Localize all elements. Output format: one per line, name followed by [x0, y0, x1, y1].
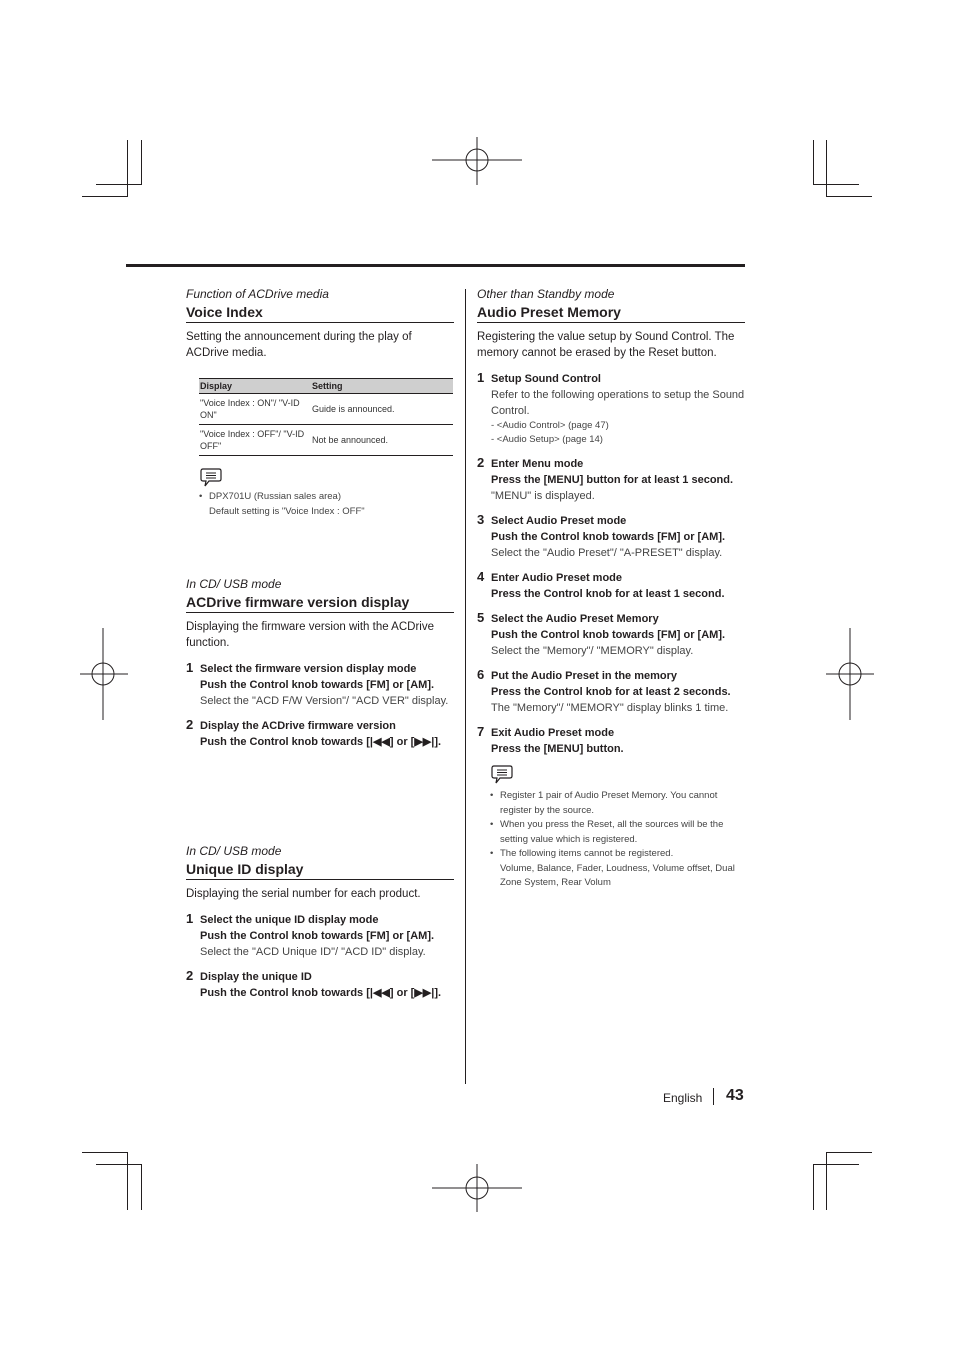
table-cell-display: "Voice Index : ON"/ "V-ID ON" [199, 394, 311, 425]
step-title: Select the firmware version display mode [200, 663, 417, 675]
table-row [199, 425, 453, 456]
step-title: Display the ACDrive firmware version [200, 720, 396, 732]
audio-preset-step-6 [477, 668, 745, 716]
footer-separator [713, 1088, 714, 1105]
unique-id-context: In CD/ USB mode [186, 844, 282, 858]
step-number: 2 [186, 968, 194, 983]
step-action: Press the [MENU] button. [491, 743, 624, 755]
step-number: 3 [477, 512, 485, 527]
audio-preset-step-5 [477, 611, 745, 659]
audio-preset-step-1 [477, 371, 745, 447]
step-result: Select the "ACD Unique ID"/ "ACD ID" display. [200, 946, 426, 958]
note-icon [490, 763, 514, 785]
step-action: Push the Control knob towards [FM] or [AM]. [491, 531, 726, 543]
table-cell-setting: Not be announced. [311, 425, 453, 456]
voice-index-intro: Setting the announcement during the play of ACDrive media. [186, 331, 412, 359]
step-title: Exit Audio Preset mode [491, 727, 615, 739]
step-action: Push the Control knob towards [|◀◀] or [▶▶|]. [200, 987, 442, 999]
audio-preset-step-7 [477, 725, 745, 757]
note-line: DPX701U (Russian sales area) [209, 491, 342, 502]
step-number: 6 [477, 667, 485, 682]
table-header-display: Display [199, 379, 311, 394]
voice-index-notes [199, 490, 454, 519]
step-action: Press the Control knob for at least 1 second. [491, 588, 725, 600]
step-number: 5 [477, 610, 485, 625]
table-cell-display: "Voice Index : OFF"/ "V-ID OFF" [199, 425, 311, 456]
firmware-context: In CD/ USB mode [186, 577, 282, 591]
step-title: Select the unique ID display mode [200, 914, 379, 926]
firmware-intro: Displaying the firmware version with the ACDrive function. [186, 621, 434, 649]
step-result: The "Memory"/ "MEMORY" display blinks 1 time. [491, 702, 729, 714]
step-result: Select the "Memory"/ "MEMORY" display. [491, 645, 694, 657]
list-item [490, 847, 745, 891]
unique-id-section [186, 844, 454, 1001]
firmware-step-2 [186, 718, 454, 750]
step-title: Display the unique ID [200, 971, 312, 983]
step-number: 7 [477, 724, 485, 739]
note-icon [199, 466, 223, 488]
audio-preset-notes [490, 763, 745, 891]
step-title: Enter Audio Preset mode [491, 572, 623, 584]
note-line: Volume, Balance, Fader, Loudness, Volume offset, Dual Zone System, Rear Volum [500, 862, 735, 888]
step-title: Select the Audio Preset Memory [491, 613, 659, 625]
step-action: Press the [MENU] button for at least 1 second. [491, 474, 734, 486]
audio-preset-context: Other than Standby mode [477, 287, 615, 301]
step-number: 1 [186, 660, 194, 675]
step-title: Select Audio Preset mode [491, 515, 627, 527]
voice-index-table [199, 378, 453, 456]
table-header-setting: Setting [311, 379, 453, 394]
step-result: Refer to the following operations to setup the Sound Control. [491, 389, 745, 417]
step-action: Push the Control knob towards [|◀◀] or [▶▶|]. [200, 736, 442, 748]
voice-index-section [186, 287, 454, 519]
firmware-title: ACDrive firmware version display [186, 593, 454, 613]
step-title: Put the Audio Preset in the memory [491, 670, 678, 682]
list-item [199, 490, 454, 519]
header-rule [126, 264, 745, 267]
list-item: • When you press the Reset, all the sources will be the setting value which is registered. [490, 818, 745, 847]
step-reference: - <Audio Control> (page 47) [491, 420, 609, 431]
audio-preset-step-3 [477, 513, 745, 561]
step-number: 1 [186, 911, 194, 926]
step-number: 1 [477, 370, 485, 385]
audio-preset-section [477, 287, 745, 891]
step-action: Push the Control knob towards [FM] or [AM]. [491, 629, 726, 641]
voice-index-context: Function of ACDrive media [186, 287, 329, 301]
firmware-step-1 [186, 661, 454, 709]
table-row [199, 394, 453, 425]
unique-id-title: Unique ID display [186, 860, 454, 880]
step-number: 2 [186, 717, 194, 732]
footer-language: English [663, 1091, 703, 1105]
step-number: 4 [477, 569, 485, 584]
step-result: Select the "ACD F/W Version"/ "ACD VER" display. [200, 695, 449, 707]
list-item: • Register 1 pair of Audio Preset Memory. You cannot register by the source. [490, 789, 745, 818]
voice-index-table-wrap [199, 378, 454, 519]
step-result: "MENU" is displayed. [491, 490, 595, 502]
registration-mark-top [430, 137, 524, 185]
step-title: Setup Sound Control [491, 373, 601, 385]
firmware-section [186, 577, 454, 750]
page-number: 43 [726, 1087, 744, 1104]
audio-preset-step-4 [477, 570, 745, 602]
registration-mark-left [80, 628, 128, 720]
column-divider [465, 289, 466, 1084]
step-action: Press the Control knob for at least 2 seconds. [491, 686, 731, 698]
note-line: The following items cannot be registered. [500, 848, 674, 859]
registration-mark-right [826, 628, 874, 720]
step-action: Push the Control knob towards [FM] or [AM]. [200, 679, 435, 691]
table-header-row [199, 379, 453, 394]
note-line: Default setting is "Voice Index : OFF" [209, 505, 365, 517]
audio-preset-title: Audio Preset Memory [477, 303, 745, 323]
unique-id-step-2 [186, 969, 454, 1001]
step-action: Push the Control knob towards [FM] or [AM]. [200, 930, 435, 942]
step-reference: - <Audio Setup> (page 14) [491, 434, 603, 445]
audio-preset-intro: Registering the value setup by Sound Control. The memory cannot be erased by the Reset button. [477, 331, 735, 359]
audio-preset-step-2 [477, 456, 745, 504]
audio-preset-note-list [490, 789, 745, 891]
unique-id-intro: Displaying the serial number for each product. [186, 888, 421, 900]
step-result: Select the "Audio Preset"/ "A-PRESET" display. [491, 547, 723, 559]
voice-index-title: Voice Index [186, 303, 454, 323]
step-number: 2 [477, 455, 485, 470]
registration-mark-bottom [430, 1164, 524, 1212]
step-title: Enter Menu mode [491, 458, 584, 470]
unique-id-step-1 [186, 912, 454, 960]
table-cell-setting: Guide is announced. [311, 394, 453, 425]
